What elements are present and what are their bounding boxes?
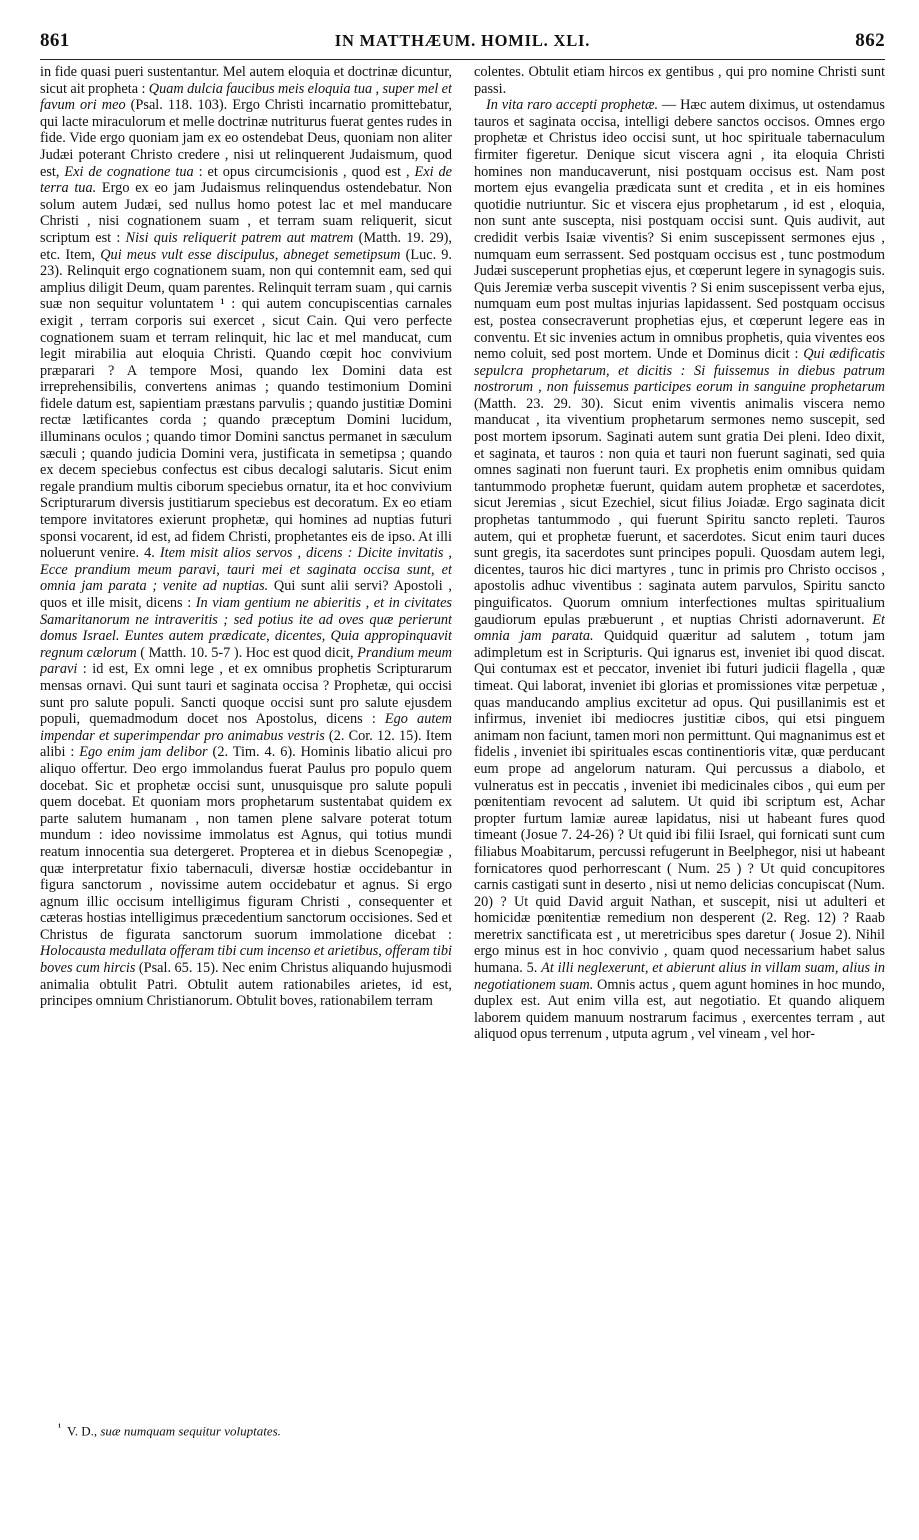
right-column-paragraph xyxy=(474,64,885,97)
text-run: Qui sunt alii servi? Apostoli , quos et ille misit, dicens : xyxy=(40,578,452,611)
footnote-mark: ¹ xyxy=(58,1422,61,1433)
page-header xyxy=(40,30,885,56)
italic-text-run: Et omnia jam parata. xyxy=(474,611,885,645)
footnote-text: suæ numquam sequitur voluptates. xyxy=(100,1423,281,1439)
italic-text-run: Prandium meum paravi xyxy=(40,644,452,678)
left-column xyxy=(40,64,452,1454)
page-number-right: 862 xyxy=(855,30,885,51)
text-run: (2. Tim. 4. 6). Hominis libatio alicui pro aliquo offertur. Deo ergo immolandus fuerat Paulus pro populo quem docebat. Sic et prophetæ occisi sunt, unusquisque pro salute populi quem docebat. Et quoniam mors prophetarum sustentabat quidem ex parte salutem humanam , non tamen plene salvare poterat totum mundum : ideo novissime immolatus est Agnus, qui totius mundi reatum innocentia sua detergeret. Propterea et in diebus Scenopegiæ , quæ interpretatur fixio tabernaculi, diversæ hostiæ occidebantur in figura sanctorum , novissime autem occidebatur et agnus. Si ergo agnum illic occisum intelligimus figuram Christi , consequenter et cæteras hostias intelligimus præcedentium sanctorum occisiones. Sed et Christus de figurata sanctorum suorum immolatione dicebat : xyxy=(40,744,452,943)
text-run: — Hæc autem diximus, ut ostendamus tauros et saginata occisa, intelligi debere sanctos occisos. Omnes ergo prophetæ et Christus ideo occisi sunt, ut hoc spirituale tabernaculum firmiter figeretur. Denique sicut viscera agni , ita eloquia Christi homines non manducaverunt, nisi postquam occisus est. Nam post mortem ejus evangelia prædicata sunt et credita , et in eis homines quotidie nutriuntur. Sic et viscera ejus prophetarum , id est , eloquia, non sunt ante suscepta, nisi postquam occisi sunt. Quis audivit, aut credidit verbis Isaiæ viventis? Si enim suscepissent sermones ejus , numquam eum serrassent. Sed postquam occisus est , tunc postmodum Judæi susceperunt prophetias ejus, et cœperunt legere in synagogis suis. Quis Jeremiæ verba suscepit viventis ? Si enim suscepissent verba ejus, numquam eum post multas injurias lapidassent. Sed postquam occisus est, postea consecraverunt prophetias ejus, et cœperunt legere eas in conventu. Et sic invenies actum in omnibus prophetis, quia viventes eos nemo coluit, sed post mortem. Unde et Dominus dicit : xyxy=(474,97,885,363)
text-run: ( Matth. 10. 5-7 ). Hoc est quod dicit, xyxy=(136,644,358,661)
text-run: in fide quasi pueri sustentantur. Mel autem eloquia et doctrinæ dicuntur, sicut ait propheta : xyxy=(40,64,452,97)
right-column-paragraph xyxy=(474,97,885,1043)
italic-text-run: Exi de terra tua. xyxy=(40,163,452,197)
text-run: (Psal. 65. 15). Nec enim Christus aliquando hujusmodi animalia obtulit Patri. Obtulit autem rationabiles arietes, id est, principes omnium Christianorum. Obtulit boves, rationabilem terram xyxy=(40,960,452,1010)
italic-text-run: In vita raro accepti prophetæ. xyxy=(486,97,659,114)
italic-text-run: Quam dulcia faucibus meis eloquia tua , super mel et favum ori meo xyxy=(40,80,452,114)
right-column xyxy=(474,64,885,1454)
italic-text-run: Qui ædificatis sepulcra prophetarum, et dicitis : Si fuissemus in diebus patrum nostrorum , non fuissemus participes eorum in sanguine prophetarum xyxy=(474,346,885,396)
text-run: (Psal. 118. 103). Ergo Christi incarnatio promittebatur, qui lacte miraculorum et melle doctrinæ nutriturus fuerat gentes rudes in fide. Vide ergo quoniam jam ex eo ostendebat Deus, quoniam non aliter Judæi poterant Christo credere , nisi ut relinquerent Judaismum, quod est, xyxy=(40,97,452,180)
text-run: : id est, Ex omni lege , et ex omnibus prophetis Scripturarum mensas ornavi. Qui sunt tauri et saginata occisa ? Prophetæ, qui occisi sunt pro salute populi. Sancti quoque occisi sunt pro salute ejusdem populi, quemadmodum docet nos Apostolus, dicens : xyxy=(40,661,452,728)
text-run: Quidquid quæritur ad salutem , totum jam adimpletum est in Scripturis. Qui ignarus est, inveniet ibi quod discat. Qui contumax est et peccator, inveniet ibi futuri judicii flagella , quæ timeat. Qui laborat, inveniet ibi glorias et promissiones vitæ perpetuæ , quas manducando amplius excitetur ad opus. Qui pusillanimis est et infirmus, inveniet ibi mediocres justitiæ cibos, qui etsi pinguem animam non faciunt, tamen mori non permittunt. Qui magnanimus est et fidelis , inveniet ibi spirituales escas continentioris vitæ, quæ perducant eum prope ad angelorum naturam. Qui percussus a diabolo, et vulneratus est in peccatis , inveniet ibi medicinales cibos , qui eum per pœnitentiam revocent ad salutem. Ut quid ibi scriptum est, Achar propter furtum lamiæ aureæ lapidatus, nisi ut habeant fures quod timeant (Josue 7. 24-26) ? Ut quid ibi filii Israel, qui fornicati sunt cum filiabus Moabitarum, percussi refugerunt in Beelphegor, nisi ut habeant fornicatores quod perhorrescant ( Num. 25 ) ? Ut quid concupitores carnis castigati sunt in deserto , nisi ut nemo delicias concupiscat (Num. 20) ? Ut quid David arguit Nathan, et suscepit, nisi ut adulteri et homicidæ pœnitentiæ remedium non desperent (2. Reg. 12) ? Raab meretrix sanctificata est , ut meretricibus spes daretur ( Josue 2). Nihil ergo minus est in hoc convivio , quam quod necessarium habet salus humana. 5. xyxy=(474,628,885,977)
italic-text-run: Ego enim jam delibor xyxy=(79,744,208,761)
text-run: : et opus circumcisionis , quod est , xyxy=(193,163,415,180)
left-column-text xyxy=(40,64,452,1010)
italic-text-run: Item misit alios servos , dicens : Dicite invitatis , Ecce prandium meum paravi, tauri mei et saginata occisa sunt, et omnia jam parata ; venite ad nuptias. xyxy=(40,545,452,595)
text-run: (Matth. 19. 29), etc. Item, xyxy=(40,229,452,263)
footnote-label: V. D., xyxy=(67,1423,98,1439)
text-run: (Luc. 9. 23). Relinquit ergo cognationem suam, non qui contemnit eam, sed qui amplius diligit Deum, quam parentes. Relinquit terram suam , qui carnis suæ non sequitur voluntatem ¹ : qui autem concupiscentias carnales exigit , terram corporis sui exercet , sicut Cain. Qui vero perfecte cognationem suam et terram relinquit, hic lac et mel manducat, cum legit mirabilia aut eloquia Christi. Quando cœpit hoc convivium præparari ? A tempore Mosi, quando lex Domini data est irreprehensibilis, convertens animas ; quando testimonium Domini fidele datum est, sapientiam præstans parvulis ; quando justitiæ Domini rectæ lætificantes corda ; quando præceptum Domini lucidum, illuminans oculos ; quando timor Domini sanctus permanet in sæculum sæculi ; quando judicia Domini vera, justificata in semetipsa ; quando ex decem speciebus confectus est cibus decalogi salutaris. Sicut enim regale prandium multis ciborum speciebus ornatur, ita et hoc convivium Scripturarum diversis justitiarum speciebus est decoratum. Ex eo etiam tempore invitatores exierunt prophetæ, qui homines ad nuptias futuri sponsi vocarent, id est, ad fidem Christi, prophetantes eis de ipso. At illi noluerunt venire. 4. xyxy=(40,246,452,562)
text-run: Omnis actus , quem agunt homines in hoc mundo, duplex est. Aut enim villa est, aut negotiatio. Et quando aliquem laborem quidem manuum nostrarum facimus , exercentes terram , aut aliquod opus terrenum , utputa agrum , vel vineam , vel hor- xyxy=(474,976,885,1043)
italic-text-run: In viam gentium ne abieritis , et in civitates Samaritanorum ne intraveritis ; sed potius ite ad oves quæ perierunt domus Israel. Euntes autem prædicate, dicentes, Quia appropinquavit regnum cælorum xyxy=(40,595,452,661)
italic-text-run: Exi de cognatione tua xyxy=(64,163,194,180)
text-run: (Matth. 23. 29. 30). Sicut enim viventis animalis viscera nemo manducat , ita viventium prophetarum sermones nemo suscepit, sed post mortem ipsorum. Saginati autem sunt gratia Dei pleni. Ideo dixit, et saginata, et tauros : non quia et tauri non fuerunt saginati, sed quia omnes saginati non fuerunt tauri. Ex prophetis enim omnibus quidam tantummodo prophetæ fuerunt, quidam autem prophetæ et sacerdotes, sicut Jeremias , sicut Ezechiel, sicut filius Joiadæ. Ergo saginata dicit prophetas tantummodo , qui fuerunt Spiritu sancto repleti. Tauros autem, qui et prophetæ fuerunt, et sacerdotes. Sicut enim tauri duces sunt gregis, ita sacerdotes sunt principes populi. Quosdam autem legi, dicentes, tauros hic dici martyres , tunc in primis pro Christo occisos , apostolis adhuc viventibus : saginata autem parvulos, Spiritu sancto pinguificatos. Quorum omnium interfectiones multas spiritualium gaudiorum epulas præbuerunt , et nuptias Christi adornaverunt. xyxy=(474,395,885,628)
italic-text-run: At illi neglexerunt, et abierunt alius in villam suam, alius in negotiationem suam. xyxy=(474,960,885,993)
text-run: Ergo ex eo jam Judaismus relinquendus ostendebatur. Non solum autem Judæi, sed nullus homo potest lac et mel manducare Christi , nisi cognationem suam , et terram suam reliquerit, sicut scriptum est : xyxy=(40,180,452,246)
footnote xyxy=(58,1420,458,1439)
running-title: IN MATTHÆUM. HOMIL. XLI. xyxy=(334,31,591,50)
italic-text-run: Ego autem impendar et superimpendar pro animabus vestris xyxy=(40,711,452,744)
italic-text-run: Qui meus vult esse discipulus, abneget semetipsum xyxy=(100,246,401,263)
text-run: (2. Cor. 12. 15). Item alibi : xyxy=(40,727,452,761)
italic-text-run: Holocausta medullata offeram tibi cum incenso et arietibus, offeram tibi boves cum hircis xyxy=(40,943,452,977)
header-rule xyxy=(40,59,885,60)
text-run: colentes. Obtulit etiam hircos ex gentibus , qui pro nomine Christi sunt passi. xyxy=(474,64,885,97)
italic-text-run: Nisi quis reliquerit patrem aut matrem xyxy=(125,229,354,246)
page-number-left: 861 xyxy=(40,30,70,51)
